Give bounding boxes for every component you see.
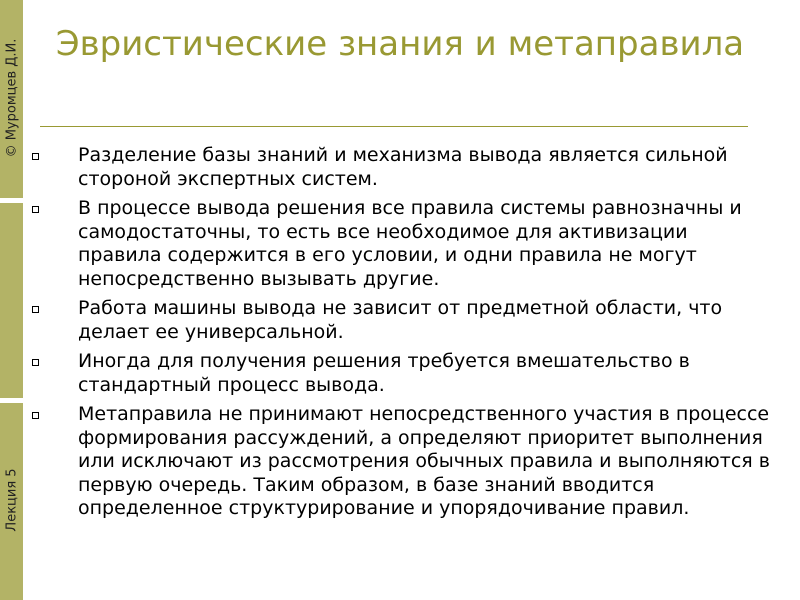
hollow-square-icon <box>32 153 39 160</box>
list-item <box>30 350 775 397</box>
author-credit: © Муромцев Д.И. <box>4 38 20 158</box>
bullet-text: Иногда для получения решения требуется вмешательство в стандартный процесс вывода. <box>78 350 690 396</box>
slide-title: Эвристические знания и метаправила <box>55 24 745 64</box>
bullet-text: Разделение базы знаний и механизма вывода является сильной стороной экспертных систем. <box>78 144 728 190</box>
bullet-text: Метаправила не принимают непосредственного участия в процессе формирования рассуждений, а определяют приоритет выполнения или исключают из рассмотрения обычных правила и выполняются в первую очередь. Таким образом, в базе знаний вводится определенное структурирование и упорядочивание правил. <box>78 403 770 519</box>
sidebar-divider <box>0 198 23 203</box>
hollow-square-icon <box>32 306 39 313</box>
bullet-list <box>30 144 775 527</box>
hollow-square-icon <box>32 206 39 213</box>
list-item <box>30 403 775 521</box>
bullet-text: Работа машины вывода не зависит от предметной области, что делает ее универсальной. <box>78 297 723 343</box>
bullet-text: В процессе вывода решения все правила системы равнозначны и самодостаточны, то есть все необходимое для активизации правила содержится в его условии, и одни правила не могут непосредственно вызывать другие. <box>78 197 742 290</box>
title-underline <box>40 126 748 127</box>
sidebar-divider <box>0 398 23 403</box>
hollow-square-icon <box>32 359 39 366</box>
list-item <box>30 144 775 191</box>
list-item <box>30 197 775 291</box>
list-item <box>30 297 775 344</box>
lecture-number: Лекция 5 <box>4 468 20 532</box>
hollow-square-icon <box>32 412 39 419</box>
